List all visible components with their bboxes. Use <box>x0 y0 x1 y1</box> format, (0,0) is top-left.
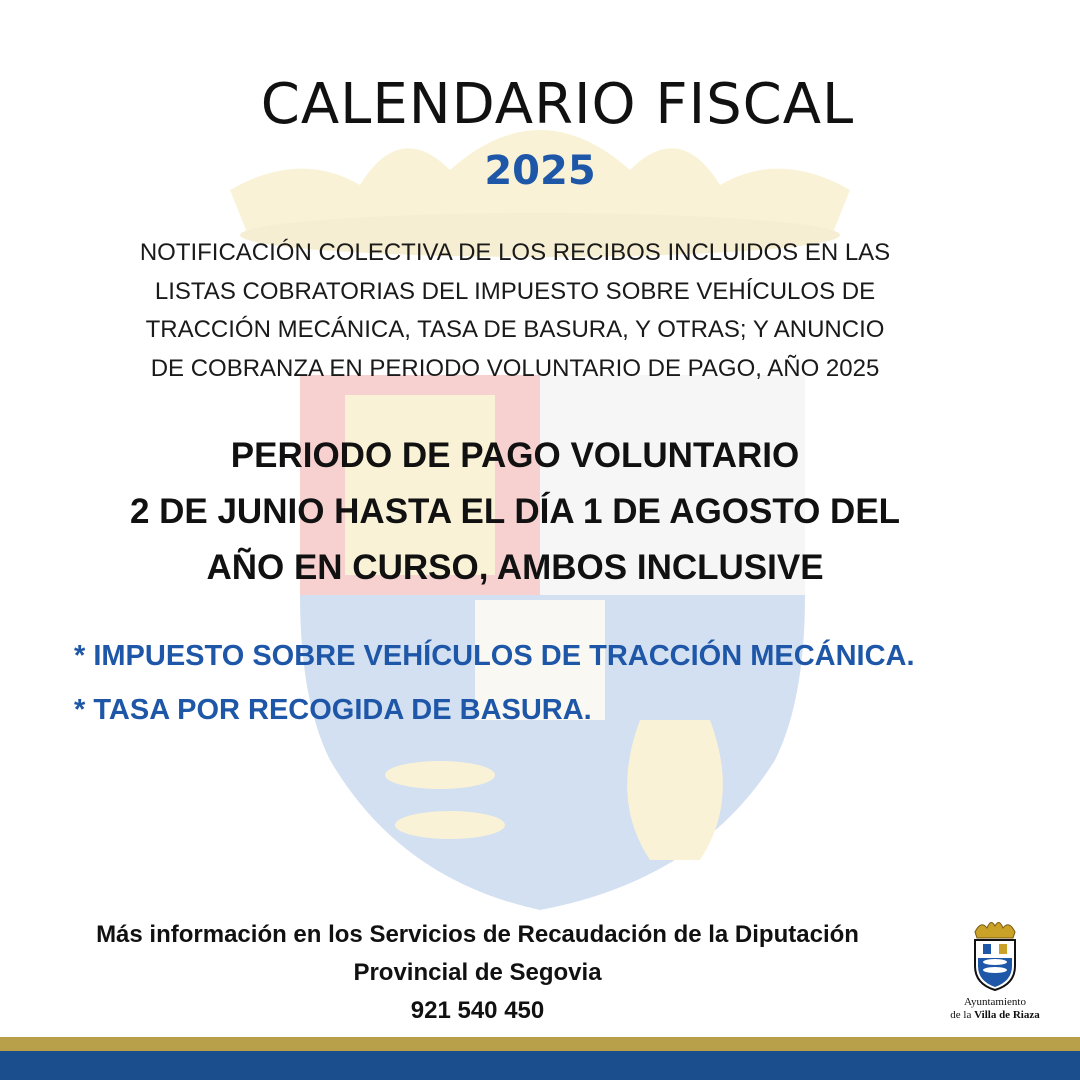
footer-band-blue <box>0 1051 1080 1080</box>
tax-item: * TASA POR RECOGIDA DE BASURA. <box>74 694 592 726</box>
footer-band-gold <box>0 1037 1080 1051</box>
logo-line-1: Ayuntamiento <box>964 996 1026 1008</box>
footer-info <box>30 916 925 1030</box>
tax-item: * IMPUESTO SOBRE VEHÍCULOS DE TRACCIÓN MECÁNICA. <box>74 640 915 672</box>
logo-line-2-name: Villa de Riaza <box>974 1009 1040 1021</box>
page-title: CALENDARIO FISCAL <box>260 72 855 137</box>
payment-period <box>30 428 1000 596</box>
notice-text <box>60 234 970 388</box>
footer-line: Más información en los Servicios de Recaudación de la Diputación <box>96 921 859 948</box>
footer-line: Provincial de Segovia <box>353 959 602 986</box>
year-heading: 2025 <box>484 148 596 194</box>
period-line: AÑO EN CURSO, AMBOS INCLUSIVE <box>206 548 824 587</box>
notice-line: TRACCIÓN MECÁNICA, TASA DE BASURA, Y OTRAS; Y ANUNCIO <box>145 316 885 343</box>
town-logo <box>936 918 1054 1022</box>
notice-line: NOTIFICACIÓN COLECTIVA DE LOS RECIBOS INCLUIDOS EN LAS <box>139 239 891 266</box>
period-line: PERIODO DE PAGO VOLUNTARIO <box>230 436 800 475</box>
notice-line: DE COBRANZA EN PERIODO VOLUNTARIO DE PAGO, AÑO 2025 <box>150 354 880 382</box>
shield-icon <box>969 918 1021 992</box>
notice-line: LISTAS COBRATORIAS DEL IMPUESTO SOBRE VEHÍCULOS DE <box>154 277 876 305</box>
period-line: 2 DE JUNIO HASTA EL DÍA 1 DE AGOSTO DEL <box>129 492 901 531</box>
logo-text <box>936 996 1054 1022</box>
footer-phone: 921 540 450 <box>410 997 545 1024</box>
tax-list <box>74 640 915 748</box>
logo-line-2-prefix: de la <box>950 1009 972 1021</box>
